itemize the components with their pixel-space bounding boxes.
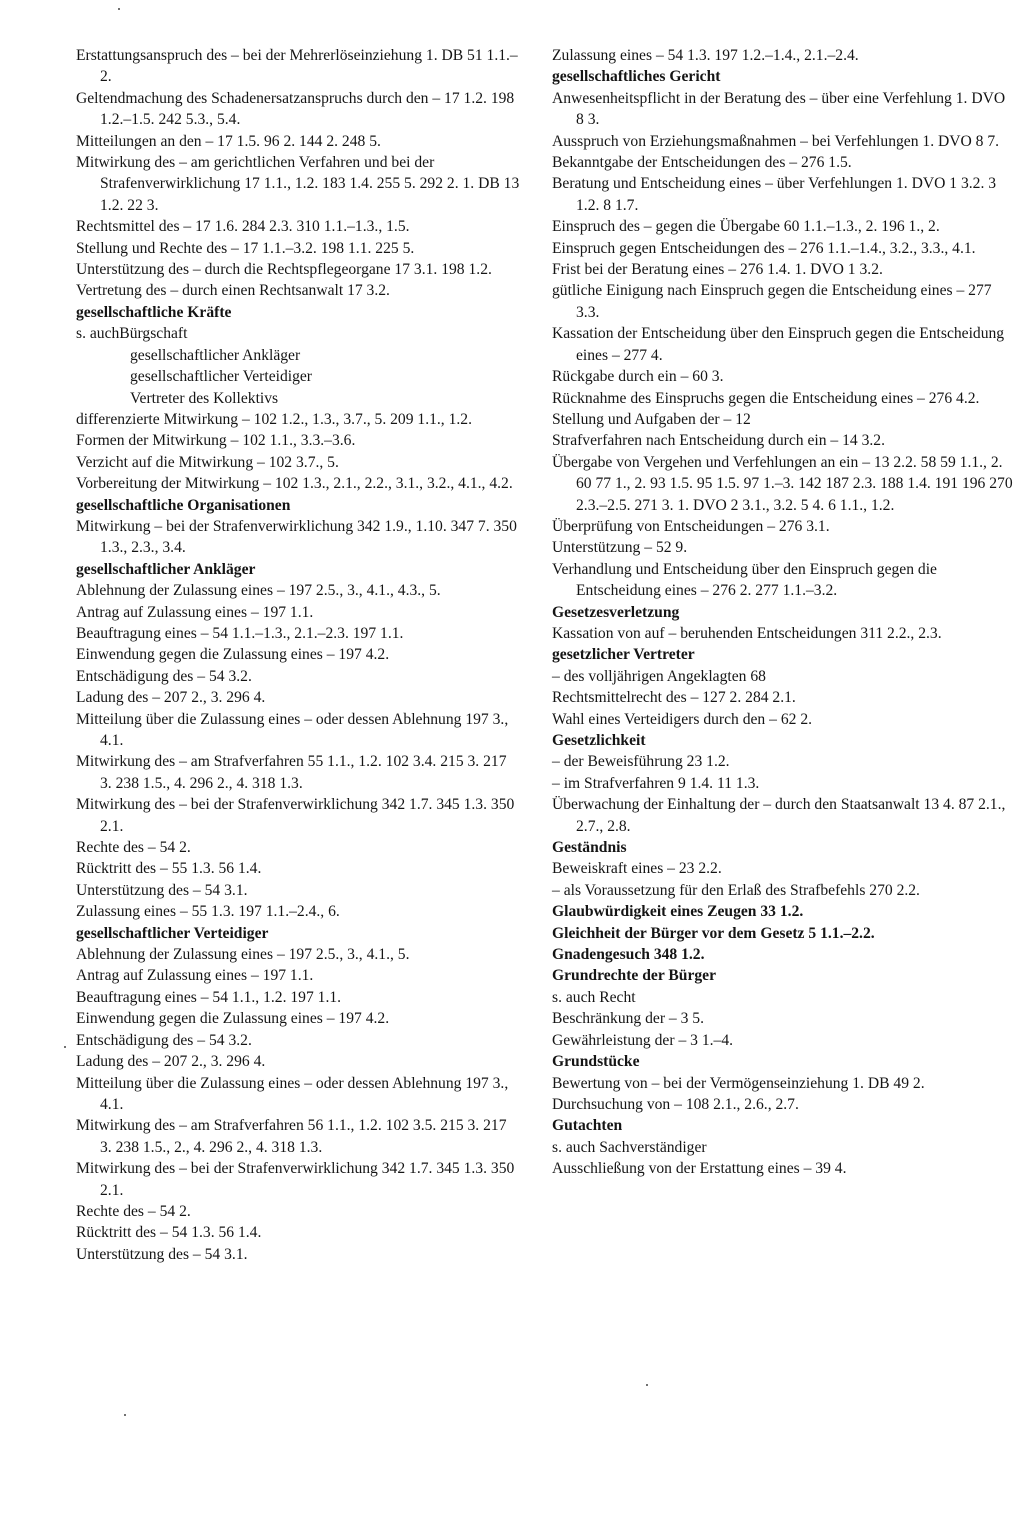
index-entry: Überwachung der Einhaltung der – durch den Staatsanwalt 13 4. 87 2.1., 2.7., 2.8. (552, 796, 1006, 835)
index-entry: s. auch Sachverständiger (552, 1138, 707, 1156)
index-entry: Stellung und Rechte des – 17 1.1.–3.2. 198 1.1. 225 5. (76, 239, 415, 257)
index-entry: Mitwirkung des – am Strafverfahren 56 1.1., 1.2. 102 3.5. 215 3. 217 3. 238 1.5., 2., 4. 296 2., 4. 318 1.3. (76, 1117, 507, 1156)
index-entry: differenzierte Mitwirkung – 102 1.2., 1.3., 3.7., 5. 209 1.1., 1.2. (76, 410, 472, 428)
index-column-left (76, 45, 522, 1265)
index-entry: Rechte des – 54 2. (76, 1202, 191, 1220)
index-entry: Einspruch des – gegen die Übergabe 60 1.1.–1.3., 2. 196 1., 2. (552, 218, 940, 236)
index-entry: Mitwirkung – bei der Strafenverwirklichung 342 1.9., 1.10. 347 7. 350 1.3., 2.3., 3.4. (76, 517, 517, 557)
index-entry: Erstattungsanspruch des – bei der Mehrerlöseinziehung 1. DB 51 1.1.–2. (76, 47, 518, 86)
index-entry: Einwendung gegen die Zulassung eines – 197 4.2. (76, 1010, 390, 1028)
see-also-reference: gesellschaftlicher Ankläger (130, 346, 301, 364)
index-heading: Gesetzlichkeit (552, 732, 646, 749)
index-entry: Einwendung gegen die Zulassung eines – 197 4.2. (76, 646, 390, 664)
see-also-reference: Vertreter des Kollektivs (130, 389, 279, 407)
index-entry: Bewertung von – bei der Vermögenseinziehung 1. DB 49 2. (552, 1074, 925, 1092)
index-entry: Entschädigung des – 54 3.2. (76, 667, 252, 685)
index-entry: Rechtsmittelrecht des – 127 2. 284 2.1. (552, 689, 796, 707)
index-entry: Entschädigung des – 54 3.2. (76, 1031, 252, 1049)
index-entry: Unterstützung des – 54 3.1. (76, 1245, 248, 1263)
index-entry: Übergabe von Vergehen und Verfehlungen an ein – 13 2.2. 58 59 1.1., 2. 60 77 1., 2. 93 1.5. 95 1.5. 97 1.–3. 142 187 2.3. 188 1.4. 191 196 270 2.3.–2.5. 271 3. 1. DVO 2 3.1., 3.2. 5 4. 6 1.1., 1.2. (552, 453, 1013, 514)
index-entry: Strafverfahren nach Entscheidung durch ein – 14 3.2. (552, 432, 885, 450)
index-entry: s. auch Recht (552, 988, 636, 1006)
index-entry: Antrag auf Zulassung eines – 197 1.1. (76, 603, 314, 621)
index-entry: Ausschließung von der Erstattung eines – 39 4. (552, 1160, 847, 1178)
index-entry: Mitwirkung des – bei der Strafenverwirklichung 342 1.7. 345 1.3. 350 2.1. (76, 1160, 515, 1199)
index-entry: Mitwirkung des – am gerichtlichen Verfahren und bei der Strafenverwirklichung 17 1.1., 1.2. 183 1.4. 255 5. 292 2. 1. DB 13 1.2. 22 3. (76, 154, 520, 214)
index-entry: Vertretung des – durch einen Rechtsanwalt 17 3.2. (76, 282, 390, 300)
index-entry: Gewährleistung der – 3 1.–4. (552, 1031, 734, 1049)
scan-speck (646, 1384, 648, 1386)
index-entry: Unterstützung des – 54 3.1. (76, 881, 248, 899)
index-entry: s. auchBürgschaft (76, 325, 188, 343)
index-heading: Grundrechte der Bürger (552, 967, 717, 985)
index-entry: – der Beweisführung 23 1.2. (552, 753, 730, 771)
index-heading: gesellschaftlicher Verteidiger (76, 924, 269, 942)
index-entry: Kassation der Entscheidung über den Einspruch gegen die Entscheidung eines – 277 4. (552, 325, 1005, 364)
index-heading: gesellschaftlicher Ankläger (76, 560, 256, 578)
index-entry: Formen der Mitwirkung – 102 1.1., 3.3.–3.6. (76, 432, 356, 450)
index-heading: gesellschaftliches Gericht (552, 68, 721, 86)
scan-speck (118, 8, 120, 10)
index-entry: Verzicht auf die Mitwirkung – 102 3.7., 5. (76, 453, 339, 471)
index-entry: Rechtsmittel des – 17 1.6. 284 2.3. 310 1.1.–1.3., 1.5. (76, 218, 410, 236)
index-entry: Überprüfung von Entscheidungen – 276 3.1. (552, 517, 830, 535)
index-entry: Stellung und Aufgaben der – 12 (552, 410, 751, 428)
index-entry: – des volljährigen Angeklagten 68 (552, 667, 766, 685)
scan-speck (64, 1046, 66, 1048)
index-entry: Wahl eines Verteidigers durch den – 62 2. (552, 710, 813, 728)
index-entry: Einspruch gegen Entscheidungen des – 276 1.1.–1.4., 3.2., 3.3., 4.1. (552, 239, 976, 257)
index-entry: Mitwirkung des – am Strafverfahren 55 1.1., 1.2. 102 3.4. 215 3. 217 3. 238 1.5., 4. 296 2., 4. 318 1.3. (76, 753, 507, 792)
index-heading: Gleichheit der Bürger vor dem Gesetz 5 1.1.–2.2. (552, 924, 875, 942)
see-also-reference: gesellschaftlicher Verteidiger (130, 368, 312, 386)
index-entry: Beauftragung eines – 54 1.1., 1.2. 197 1.1. (76, 988, 342, 1006)
index-entry: Unterstützung – 52 9. (552, 539, 688, 557)
index-entry: Unterstützung des – durch die Rechtspflegeorgane 17 3.1. 198 1.2. (76, 261, 492, 279)
index-entry: Rücktritt des – 55 1.3. 56 1.4. (76, 860, 262, 878)
index-entry: Kassation von auf – beruhenden Entscheidungen 311 2.2., 2.3. (552, 624, 942, 642)
index-entry: Rücknahme des Einspruchs gegen die Entscheidung eines – 276 4.2. (552, 389, 980, 407)
index-entry: gütliche Einigung nach Einspruch gegen die Entscheidung eines – 277 3.3. (552, 282, 992, 321)
index-entry: Rechte des – 54 2. (76, 839, 191, 857)
index-entry: Mitteilung über die Zulassung eines – oder dessen Ablehnung 197 3., 4.1. (76, 710, 509, 749)
index-entry: Geltendmachung des Schadenersatzanspruchs durch den – 17 1.2. 198 1.2.–1.5. 242 5.3., 5.4. (76, 89, 515, 129)
index-entry: – im Strafverfahren 9 1.4. 11 1.3. (552, 774, 760, 792)
index-entry: Durchsuchung von – 108 2.1., 2.6., 2.7. (552, 1095, 799, 1113)
scan-speck (124, 1414, 126, 1416)
index-entry: Mitwirkung des – bei der Strafenverwirklichung 342 1.7. 345 1.3. 350 2.1. (76, 796, 515, 835)
index-heading: Gutachten (552, 1117, 623, 1135)
index-entry: – als Voraussetzung für den Erlaß des Strafbefehls 270 2.2. (552, 881, 920, 899)
index-entry: Ladung des – 207 2., 3. 296 4. (76, 1053, 266, 1071)
index-entry: Beweiskraft eines – 23 2.2. (552, 860, 722, 878)
index-entry: Rückgabe durch ein – 60 3. (552, 368, 724, 386)
index-heading: Geständnis (552, 839, 627, 857)
index-heading: Gnadengesuch 348 1.2. (552, 946, 705, 964)
index-entry: Frist bei der Beratung eines – 276 1.4. 1. DVO 1 3.2. (552, 261, 883, 279)
index-entry: Beratung und Entscheidung eines – über Verfehlungen 1. DVO 1 3.2. 3 1.2. 8 1.7. (552, 175, 997, 214)
index-heading: gesellschaftliche Organisationen (76, 496, 291, 514)
index-entry: Vorbereitung der Mitwirkung – 102 1.3., 2.1., 2.2., 3.1., 3.2., 4.1., 4.2. (76, 475, 513, 493)
index-entry: Ausspruch von Erziehungsmaßnahmen – bei Verfehlungen 1. DVO 8 7. (552, 132, 1000, 150)
index-entry: Mitteilungen an den – 17 1.5. 96 2. 144 2. 248 5. (76, 132, 381, 150)
index-heading: Glaubwürdigkeit eines Zeugen 33 1.2. (552, 903, 804, 921)
index-entry: Zulassung eines – 55 1.3. 197 1.1.–2.4., 6. (76, 903, 340, 921)
index-entry: Anwesenheitspflicht in der Beratung des – über eine Verfehlung 1. DVO 8 3. (552, 89, 1006, 129)
index-entry: Bekanntgabe der Entscheidungen des – 276 1.5. (552, 154, 852, 172)
index-entry: Verhandlung und Entscheidung über den Einspruch gegen die Entscheidung eines – 276 2. 277 1.1.–3.2. (552, 560, 937, 600)
index-entry: Ablehnung der Zulassung eines – 197 2.5., 3., 4.1., 4.3., 5. (76, 582, 441, 600)
index-column-right (552, 45, 1014, 1180)
index-heading: gesellschaftliche Kräfte (76, 303, 232, 321)
index-entry: Mitteilung über die Zulassung eines – oder dessen Ablehnung 197 3., 4.1. (76, 1074, 509, 1113)
index-entry: Zulassung eines – 54 1.3. 197 1.2.–1.4., 2.1.–2.4. (552, 47, 859, 64)
index-heading: gesetzlicher Vertreter (552, 646, 695, 664)
index-entry: Rücktritt des – 54 1.3. 56 1.4. (76, 1224, 262, 1242)
index-entry: Ablehnung der Zulassung eines – 197 2.5., 3., 4.1., 5. (76, 946, 410, 964)
index-heading: Grundstücke (552, 1053, 640, 1071)
index-entry: Beauftragung eines – 54 1.1.–1.3., 2.1.–2.3. 197 1.1. (76, 624, 404, 642)
index-heading: Gesetzesverletzung (552, 603, 680, 621)
index-entry: Ladung des – 207 2., 3. 296 4. (76, 689, 266, 707)
index-entry: Antrag auf Zulassung eines – 197 1.1. (76, 967, 314, 985)
index-entry: Beschränkung der – 3 5. (552, 1010, 705, 1028)
